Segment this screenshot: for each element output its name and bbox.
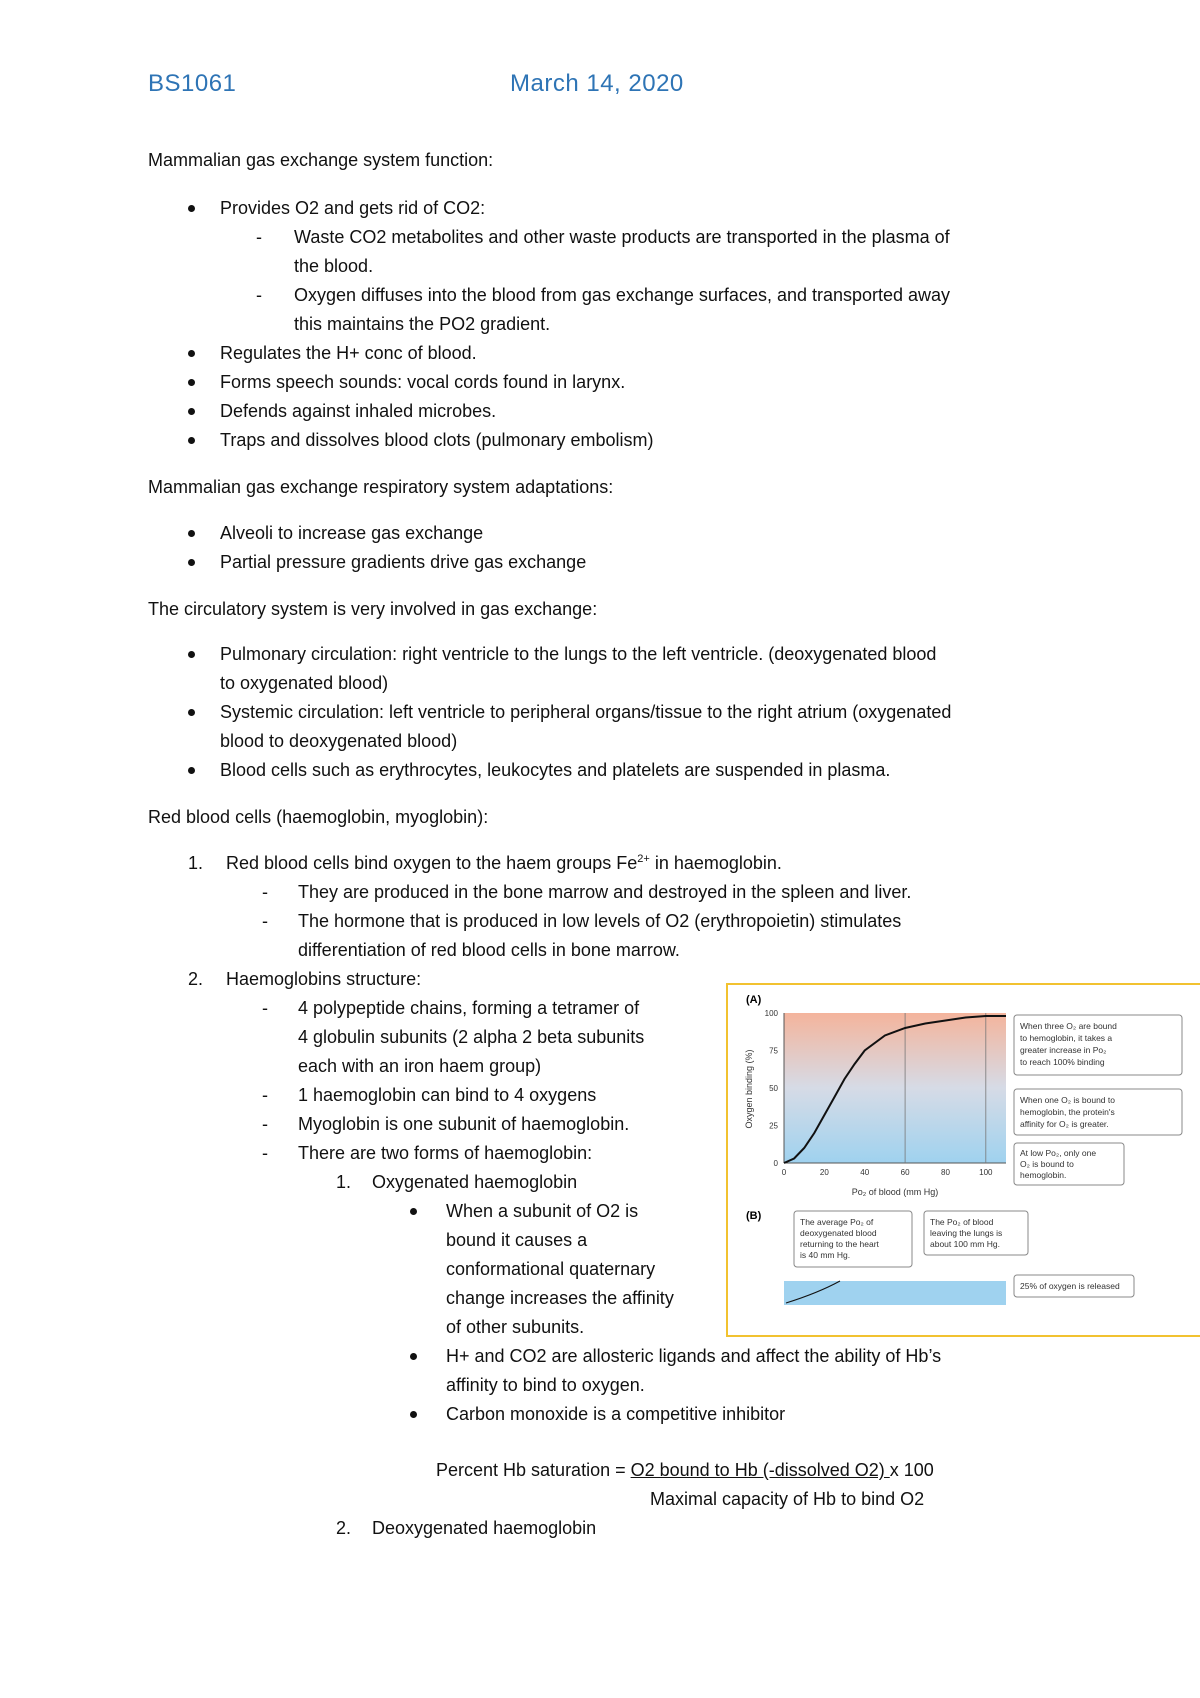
callout-venous-po2 xyxy=(794,1211,912,1267)
list-item: Haemoglobins structure: xyxy=(226,969,422,989)
dash-icon: - xyxy=(262,1114,268,1134)
y-tick-label: 25 xyxy=(769,1121,778,1131)
list-item: Oxygen diffuses into the blood from gas exchange surfaces, and transported away xyxy=(294,285,951,305)
list-item: 4 polypeptide chains, forming a tetramer of xyxy=(298,998,640,1018)
saturation-formula: Percent Hb saturation = O2 bound to Hb (-dissolved O2) x 100 xyxy=(436,1460,934,1480)
list-item: Forms speech sounds: vocal cords found in larynx. xyxy=(220,372,626,392)
callout-line: affinity for O₂ is greater. xyxy=(1020,1119,1109,1129)
list-number: 2. xyxy=(188,969,204,989)
bullet-icon xyxy=(188,408,195,415)
bullet-icon xyxy=(188,651,195,658)
panel-a-label: (A) xyxy=(746,994,762,1006)
list-item: to oxygenated blood) xyxy=(220,673,389,693)
x-axis-label: Po₂ of blood (mm Hg) xyxy=(851,1187,939,1197)
list-item: Alveoli to increase gas exchange xyxy=(220,523,484,543)
callout-line: At low Po₂, only one xyxy=(1020,1148,1097,1158)
x-tick-label: 100 xyxy=(979,1168,993,1177)
bullet-icon xyxy=(188,205,195,212)
callout-low-po2 xyxy=(1014,1143,1124,1185)
dash-icon: - xyxy=(256,285,262,305)
list-item: differentiation of red blood cells in bone marrow. xyxy=(298,940,680,960)
list-item: 1 haemoglobin can bind to 4 oxygens xyxy=(298,1085,597,1105)
list-item: They are produced in the bone marrow and destroyed in the spleen and liver. xyxy=(298,882,912,902)
list-number: 1. xyxy=(336,1172,352,1192)
x-tick-label: 20 xyxy=(819,1168,829,1177)
callout-three-o2 xyxy=(1014,1015,1182,1075)
callout-line: The average Po₂ of xyxy=(800,1217,874,1227)
callout-released-text: 25% of oxygen is released xyxy=(1020,1281,1120,1291)
list-item: The hormone that is produced in low levels of O2 (erythropoietin) stimulates xyxy=(298,911,902,931)
callout-line: When one O₂ is bound to xyxy=(1020,1095,1115,1105)
list-item: Partial pressure gradients drive gas exchange xyxy=(220,552,587,572)
dash-icon: - xyxy=(256,227,262,247)
dash-icon: - xyxy=(262,998,268,1018)
bullet-icon xyxy=(188,709,195,716)
list-item: Traps and dissolves blood clots (pulmonary embolism) xyxy=(220,430,654,450)
list-item: Oxygenated haemoglobin xyxy=(372,1172,578,1192)
list-item: H+ and CO2 are allosteric ligands and affect the ability of Hb’s xyxy=(446,1346,942,1366)
bullet-icon xyxy=(410,1353,417,1360)
bullet-icon xyxy=(188,767,195,774)
dash-icon: - xyxy=(262,1143,268,1163)
document-date: March 14, 2020 xyxy=(510,70,684,97)
x-tick-label: 60 xyxy=(900,1168,910,1177)
list-number: 2. xyxy=(336,1518,352,1538)
callout-line: deoxygenated blood xyxy=(800,1228,877,1238)
list-item: the blood. xyxy=(294,256,374,276)
y-tick-label: 0 xyxy=(773,1159,778,1168)
plot-background xyxy=(784,1013,1006,1163)
callout-arterial-po2 xyxy=(924,1211,1028,1255)
list-item: change increases the affinity xyxy=(446,1288,674,1308)
list-item: Waste CO2 metabolites and other waste products are transported in the plasma of xyxy=(294,227,950,247)
x-tick-label: 80 xyxy=(941,1168,950,1177)
dash-icon: - xyxy=(262,882,268,902)
y-tick-label: 75 xyxy=(769,1046,778,1056)
x-tick-label: 0 xyxy=(781,1168,787,1177)
bullet-icon xyxy=(410,1411,417,1418)
section-heading: Mammalian gas exchange respiratory system adaptations: xyxy=(148,477,614,497)
section-heading: Red blood cells (haemoglobin, myoglobin): xyxy=(148,807,489,827)
dash-icon: - xyxy=(262,911,268,931)
list-item: Blood cells such as erythrocytes, leukocytes and platelets are suspended in plasma. xyxy=(220,760,891,780)
callout-line: hemoglobin. xyxy=(1020,1170,1067,1180)
oxygen-binding-figure xyxy=(726,983,1200,1337)
list-item: Carbon monoxide is a competitive inhibitor xyxy=(446,1404,786,1424)
callout-line: greater increase in Po₂ xyxy=(1020,1045,1107,1055)
callout-line: The Po₂ of blood xyxy=(930,1217,994,1227)
list-item: Regulates the H+ conc of blood. xyxy=(220,343,477,363)
dash-icon: - xyxy=(262,1085,268,1105)
list-number: 1. xyxy=(188,853,204,873)
section-heading: The circulatory system is very involved in gas exchange: xyxy=(148,599,598,619)
list-item: Red blood cells bind oxygen to the haem groups $Fe^{2+}$ in haemoglobin. xyxy=(226,853,782,873)
callout-line: returning to the heart xyxy=(800,1239,879,1249)
list-item: each with an iron haem group) xyxy=(298,1056,542,1076)
callout-line: to reach 100% binding xyxy=(1020,1057,1105,1067)
bullet-icon xyxy=(410,1208,417,1215)
bullet-icon xyxy=(188,559,195,566)
list-item: blood to deoxygenated blood) xyxy=(220,731,458,751)
y-tick-label: 100 xyxy=(764,1009,778,1018)
list-item: When a subunit of O2 is xyxy=(446,1201,639,1221)
formula-denominator: Maximal capacity of Hb to bind O2 xyxy=(650,1489,925,1509)
callout-line: When three O₂ are bound xyxy=(1020,1021,1117,1031)
panel-b-plot xyxy=(784,1281,1006,1305)
callout-one-o2 xyxy=(1014,1089,1182,1135)
callout-line: to hemoglobin, it takes a xyxy=(1020,1033,1113,1043)
list-item: bound it causes a xyxy=(446,1230,588,1250)
callout-line: hemoglobin, the protein's xyxy=(1020,1107,1115,1117)
panel-b-label: (B) xyxy=(746,1210,762,1222)
callout-line: is 40 mm Hg. xyxy=(800,1250,851,1260)
oxygen-binding-chart xyxy=(728,985,1200,1335)
section-heading: Mammalian gas exchange system function: xyxy=(148,150,494,170)
bullet-icon xyxy=(188,437,195,444)
list-item: There are two forms of haemoglobin: xyxy=(298,1143,593,1163)
list-item: of other subunits. xyxy=(446,1317,585,1337)
callout-line: leaving the lungs is xyxy=(930,1228,1003,1238)
list-item: Myoglobin is one subunit of haemoglobin. xyxy=(298,1114,630,1134)
callout-line: O₂ is bound to xyxy=(1020,1159,1074,1169)
bullet-icon xyxy=(188,530,195,537)
list-item: Defends against inhaled microbes. xyxy=(220,401,497,421)
list-item: Systemic circulation: left ventricle to peripheral organs/tissue to the right atrium (oxygenated xyxy=(220,702,952,722)
x-tick-label: 40 xyxy=(860,1168,870,1177)
callout-line: about 100 mm Hg. xyxy=(930,1239,1000,1249)
list-item: Deoxygenated haemoglobin xyxy=(372,1518,597,1538)
list-item: this maintains the PO2 gradient. xyxy=(294,314,551,334)
y-tick-label: 50 xyxy=(769,1084,778,1093)
list-item: affinity to bind to oxygen. xyxy=(446,1375,645,1395)
list-item: Pulmonary circulation: right ventricle to the lungs to the left ventricle. (deoxygenated blood xyxy=(220,644,937,664)
list-item: conformational quaternary xyxy=(446,1259,656,1279)
bullet-icon xyxy=(188,350,195,357)
bullet-icon xyxy=(188,379,195,386)
y-axis-label: Oxygen binding (%) xyxy=(744,1049,754,1129)
list-item: 4 globulin subunits (2 alpha 2 beta subunits xyxy=(298,1027,645,1047)
course-code: BS1061 xyxy=(148,70,237,97)
list-item: Provides O2 and gets rid of CO2: xyxy=(220,198,486,218)
